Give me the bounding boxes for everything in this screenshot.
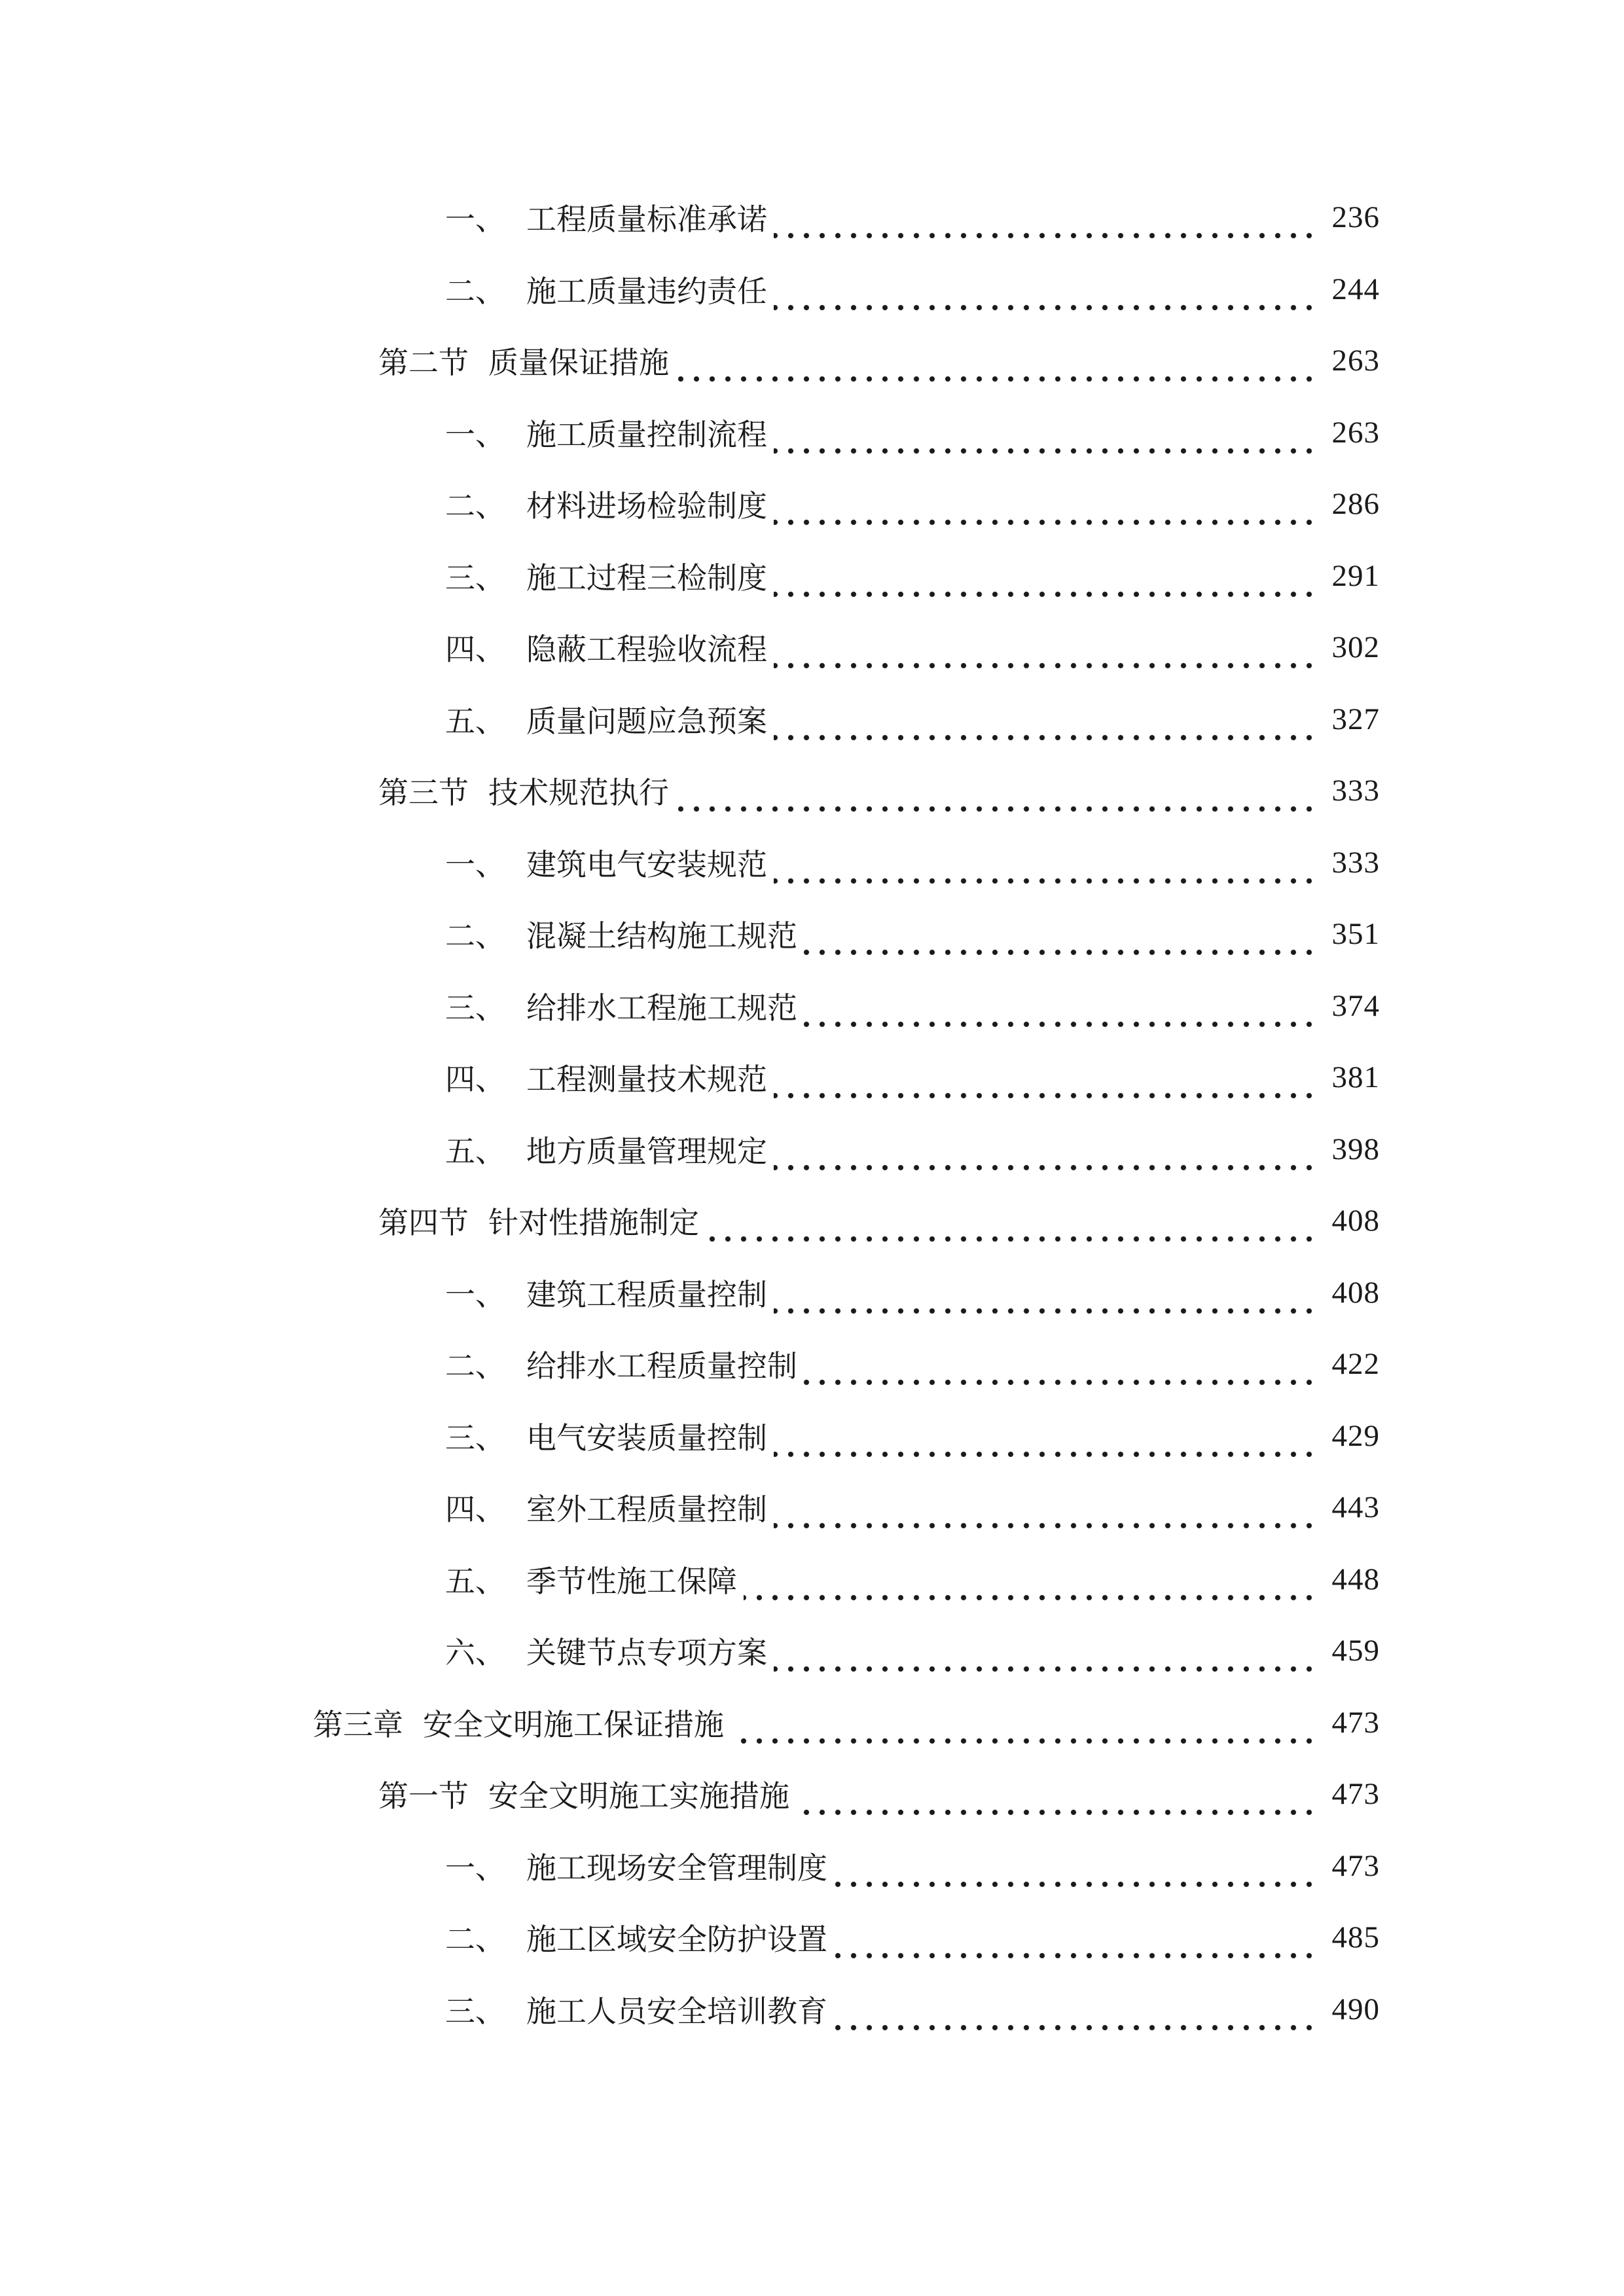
dot-leader <box>774 1484 1317 1530</box>
toc-entry-page-number: 408 <box>1331 1204 1380 1238</box>
toc-entry-title: 电气安装质量控制 <box>526 1420 767 1456</box>
toc-entry-page-number: 485 <box>1331 1920 1380 1954</box>
dot-leader <box>774 696 1317 742</box>
toc-entry-number: 五、 <box>445 1564 505 1599</box>
toc-entry-page-number: 302 <box>1331 630 1380 664</box>
toc-entry-number: 三、 <box>445 1420 505 1456</box>
toc-entry-title: 质量问题应急预案 <box>526 704 767 739</box>
toc-entry-page-number: 263 <box>1331 344 1380 378</box>
toc-entry[interactable] <box>445 1484 1380 1530</box>
dot-leader <box>676 338 1317 384</box>
dot-leader <box>774 1054 1317 1100</box>
toc-entry-title: 质量保证措施 <box>488 345 669 380</box>
toc-entry-page-number: 459 <box>1331 1634 1380 1668</box>
toc-entry-title: 关键节点专项方案 <box>526 1635 767 1670</box>
toc-entry-title: 针对性措施制定 <box>488 1205 699 1240</box>
toc-entry-title: 给排水工程施工规范 <box>526 990 797 1026</box>
toc-entry-number: 一、 <box>445 202 505 237</box>
toc-entry[interactable] <box>445 840 1380 886</box>
dot-leader <box>774 410 1317 456</box>
toc-entry-title: 材料进场检验制度 <box>526 488 767 524</box>
dot-leader <box>706 1198 1317 1244</box>
toc-entry[interactable] <box>445 481 1380 527</box>
toc-entry-number: 五、 <box>445 704 505 739</box>
toc-entry-number: 一、 <box>445 417 505 452</box>
toc-entry-title: 施工质量违约责任 <box>526 274 767 309</box>
toc-entry-number: 五、 <box>445 1134 505 1169</box>
toc-entry-page-number: 286 <box>1331 487 1380 521</box>
dot-leader <box>774 624 1317 670</box>
toc-entry[interactable] <box>445 1270 1380 1316</box>
toc-entry-page-number: 422 <box>1331 1347 1380 1381</box>
dot-leader <box>774 1628 1317 1674</box>
toc-entry-page-number: 327 <box>1331 702 1380 736</box>
toc-entry[interactable] <box>378 1198 1380 1244</box>
dot-leader <box>774 266 1317 312</box>
toc-entry-title: 工程测量技术规范 <box>526 1062 767 1097</box>
toc-entry-number: 四、 <box>445 632 505 667</box>
toc-entry-page-number: 398 <box>1331 1132 1380 1166</box>
toc-entry[interactable] <box>378 338 1380 384</box>
toc-entry-page-number: 236 <box>1331 200 1380 234</box>
toc-entry-title: 混凝土结构施工规范 <box>526 918 797 954</box>
toc-entry-title: 建筑工程质量控制 <box>526 1277 767 1312</box>
toc-entry-page-number: 443 <box>1331 1490 1380 1524</box>
toc-entry-title: 地方质量管理规定 <box>526 1134 767 1169</box>
toc-entry-title: 室外工程质量控制 <box>526 1492 767 1527</box>
toc-entry-page-number: 490 <box>1331 1992 1380 2026</box>
dot-leader <box>774 840 1317 886</box>
dot-leader <box>774 1413 1317 1459</box>
toc-entry-title: 施工人员安全培训教育 <box>526 1994 827 2029</box>
dot-leader <box>774 1126 1317 1172</box>
toc-entry-number: 一、 <box>445 1277 505 1312</box>
toc-entry[interactable] <box>445 1843 1380 1889</box>
toc-entry-page-number: 381 <box>1331 1060 1380 1094</box>
dot-leader <box>774 194 1317 240</box>
dot-leader <box>834 1843 1317 1889</box>
toc-entry-page-number: 333 <box>1331 846 1380 880</box>
toc-entry-title: 隐蔽工程验收流程 <box>526 632 767 667</box>
toc-entry-page-number: 473 <box>1331 1706 1380 1740</box>
toc-entry[interactable] <box>445 624 1380 670</box>
dot-leader <box>804 1341 1317 1387</box>
toc-entry-title: 施工现场安全管理制度 <box>526 1850 827 1886</box>
toc-entry-title: 施工过程三检制度 <box>526 560 767 596</box>
dot-leader <box>804 983 1317 1029</box>
toc-entry-page-number: 473 <box>1331 1777 1380 1811</box>
toc-entry-number: 第二节 <box>378 345 469 380</box>
toc-entry-number: 四、 <box>445 1062 505 1097</box>
toc-entry[interactable] <box>445 1413 1380 1459</box>
toc-entry-title: 安全文明施工保证措施 <box>423 1707 724 1742</box>
dot-leader <box>834 1986 1317 2032</box>
toc-entry-number: 二、 <box>445 488 505 524</box>
toc-entry-page-number: 291 <box>1331 559 1380 593</box>
toc-entry[interactable] <box>445 911 1380 957</box>
toc-entry-number: 二、 <box>445 1348 505 1384</box>
toc-entry[interactable] <box>445 1054 1380 1100</box>
toc-entry-number: 第三章 <box>313 1707 403 1742</box>
toc-entry-page-number: 263 <box>1331 416 1380 450</box>
toc-entry-title: 施工区域安全防护设置 <box>526 1922 827 1957</box>
toc-entry[interactable] <box>445 410 1380 456</box>
toc-entry-page-number: 408 <box>1331 1276 1380 1310</box>
toc-entry-page-number: 351 <box>1331 917 1380 951</box>
toc-entry[interactable] <box>445 696 1380 742</box>
toc-entry[interactable] <box>378 1771 1380 1817</box>
dot-leader <box>676 768 1317 814</box>
toc-entry-number: 第一节 <box>378 1778 469 1814</box>
toc-entry[interactable] <box>445 194 1380 240</box>
dot-leader <box>774 481 1317 527</box>
toc-entry-number: 第三节 <box>378 775 469 810</box>
toc-entry[interactable] <box>445 983 1380 1029</box>
toc-entry-number: 第四节 <box>378 1205 469 1240</box>
toc-entry-number: 二、 <box>445 274 505 309</box>
toc-entry-page-number: 333 <box>1331 774 1380 808</box>
dot-leader <box>804 911 1317 957</box>
toc-entry[interactable] <box>445 553 1380 599</box>
toc-entry-title: 季节性施工保障 <box>526 1564 737 1599</box>
toc-entry[interactable] <box>313 1700 1380 1746</box>
toc-entry-page-number: 448 <box>1331 1562 1380 1596</box>
toc-entry-title: 施工质量控制流程 <box>526 417 767 452</box>
toc-entry-title: 建筑电气安装规范 <box>526 847 767 882</box>
toc-entry[interactable] <box>445 1126 1380 1172</box>
toc-entry[interactable] <box>445 1914 1380 1960</box>
toc-entry[interactable] <box>378 768 1380 814</box>
toc-entry[interactable] <box>445 1556 1380 1602</box>
toc-entry-title: 给排水工程质量控制 <box>526 1348 797 1384</box>
toc-entry-number: 三、 <box>445 990 505 1026</box>
toc-entry-number: 一、 <box>445 847 505 882</box>
toc-entry-page-number: 374 <box>1331 989 1380 1023</box>
toc-entry-page-number: 244 <box>1331 272 1380 306</box>
toc-entry-page-number: 429 <box>1331 1419 1380 1453</box>
toc-entry-title: 技术规范执行 <box>488 775 669 810</box>
dot-leader <box>834 1914 1317 1960</box>
dot-leader <box>774 1270 1317 1316</box>
toc-entry-number: 二、 <box>445 918 505 954</box>
toc-entry-title: 安全文明施工实施措施 <box>488 1778 789 1814</box>
dot-leader <box>796 1771 1317 1817</box>
toc-entry-number: 二、 <box>445 1922 505 1957</box>
toc-entry-number: 三、 <box>445 560 505 596</box>
dot-leader <box>774 553 1317 599</box>
dot-leader <box>731 1700 1317 1746</box>
toc-entry-number: 六、 <box>445 1635 505 1670</box>
toc-entry[interactable] <box>445 1986 1380 2032</box>
toc-entry-page-number: 473 <box>1331 1849 1380 1883</box>
dot-leader <box>744 1556 1317 1602</box>
toc-entry-number: 四、 <box>445 1492 505 1527</box>
toc-entry[interactable] <box>445 1628 1380 1674</box>
toc-entry-title: 工程质量标准承诺 <box>526 202 767 237</box>
toc-entry-number: 一、 <box>445 1850 505 1886</box>
toc-entry-number: 三、 <box>445 1994 505 2029</box>
toc-entry[interactable] <box>445 1341 1380 1387</box>
toc-entry[interactable] <box>445 266 1380 312</box>
